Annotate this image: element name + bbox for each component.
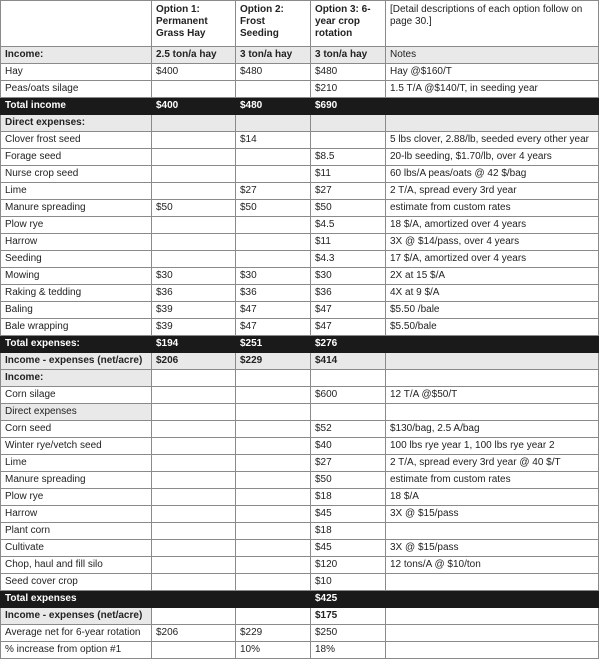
row-label: % increase from option #1 <box>1 642 152 659</box>
option3-value: $425 <box>311 591 386 608</box>
option3-value: $45 <box>311 506 386 523</box>
note-cell: 1.5 T/A @$140/T, in seeding year <box>386 81 599 98</box>
expense-row <box>1 251 599 268</box>
option3-value: $50 <box>311 200 386 217</box>
option2-value: $27 <box>236 183 311 200</box>
note-cell: 2X at 15 $/A <box>386 268 599 285</box>
option3-value: $40 <box>311 438 386 455</box>
option1-value <box>152 455 236 472</box>
option3-value: $120 <box>311 557 386 574</box>
note-cell: 100 lbs rye year 1, 100 lbs rye year 2 <box>386 438 599 455</box>
corn-expense-row <box>1 438 599 455</box>
corn-expense-row <box>1 455 599 472</box>
option1-value <box>152 506 236 523</box>
row-label: Total expenses: <box>1 336 152 353</box>
option2-value: $229 <box>236 353 311 370</box>
option2-value <box>236 421 311 438</box>
option2-value: $50 <box>236 200 311 217</box>
expense-row <box>1 149 599 166</box>
empty-cell <box>386 115 599 132</box>
empty-cell <box>311 115 386 132</box>
option3-value: $4.5 <box>311 217 386 234</box>
row-label: Cultivate <box>1 540 152 557</box>
option2-value <box>236 455 311 472</box>
option3-value: $175 <box>311 608 386 625</box>
option1-value: $30 <box>152 268 236 285</box>
row-label: Forage seed <box>1 149 152 166</box>
option2-value: 10% <box>236 642 311 659</box>
option1-value: $36 <box>152 285 236 302</box>
note-cell: 60 lbs/A peas/oats @ 42 $/bag <box>386 166 599 183</box>
option3-header: Option 3: 6-year crop rotation <box>311 1 386 47</box>
option2-yield: 3 ton/a hay <box>236 47 311 64</box>
note-cell: $5.50 /bale <box>386 302 599 319</box>
row-label: Average net for 6-year rotation <box>1 625 152 642</box>
corn-total-expenses-row <box>1 591 599 608</box>
option2-value: $480 <box>236 64 311 81</box>
row-label: Chop, haul and fill silo <box>1 557 152 574</box>
option1-value <box>152 608 236 625</box>
option2-value <box>236 591 311 608</box>
row-label: Plant corn <box>1 523 152 540</box>
option3-value: 18% <box>311 642 386 659</box>
row-label: Corn silage <box>1 387 152 404</box>
option3-value: $414 <box>311 353 386 370</box>
corn-direct-expenses-header-row <box>1 404 599 421</box>
percent-increase-row <box>1 642 599 659</box>
option1-value <box>152 81 236 98</box>
option3-value: $52 <box>311 421 386 438</box>
row-label: Winter rye/vetch seed <box>1 438 152 455</box>
direct-expenses-header-row <box>1 115 599 132</box>
income-row <box>1 64 599 81</box>
option1-value <box>152 149 236 166</box>
option1-value: $206 <box>152 625 236 642</box>
comparison-table-body <box>1 1 599 659</box>
note-cell: 3X @ $14/pass, over 4 years <box>386 234 599 251</box>
empty-cell <box>311 404 386 421</box>
option2-value: $14 <box>236 132 311 149</box>
option2-value <box>236 557 311 574</box>
net-income-row <box>1 353 599 370</box>
option3-value: $18 <box>311 489 386 506</box>
row-label: Lime <box>1 183 152 200</box>
corn-income-row <box>1 387 599 404</box>
note-cell: estimate from custom rates <box>386 200 599 217</box>
option1-value <box>152 234 236 251</box>
average-net-row <box>1 625 599 642</box>
option2-value <box>236 81 311 98</box>
note-cell: 12 T/A @$50/T <box>386 387 599 404</box>
option3-value: $27 <box>311 183 386 200</box>
expense-row <box>1 302 599 319</box>
expense-row <box>1 285 599 302</box>
row-label: Harrow <box>1 506 152 523</box>
option3-value: $27 <box>311 455 386 472</box>
empty-cell <box>386 404 599 421</box>
corn-expense-row <box>1 472 599 489</box>
option1-value <box>152 523 236 540</box>
option1-value <box>152 557 236 574</box>
option1-value <box>152 217 236 234</box>
expense-row <box>1 217 599 234</box>
option1-value <box>152 166 236 183</box>
option2-value <box>236 217 311 234</box>
option2-value: $251 <box>236 336 311 353</box>
option1-value: $400 <box>152 64 236 81</box>
notes-header: Notes <box>386 47 599 64</box>
expense-row <box>1 200 599 217</box>
option3-value: $276 <box>311 336 386 353</box>
option1-value <box>152 489 236 506</box>
note-cell <box>386 98 599 115</box>
option3-value: $8.5 <box>311 149 386 166</box>
option3-value: $36 <box>311 285 386 302</box>
note-cell <box>386 336 599 353</box>
option3-value: $18 <box>311 523 386 540</box>
option1-header: Option 1: Permanent Grass Hay <box>152 1 236 47</box>
option3-value: $11 <box>311 234 386 251</box>
note-cell <box>386 608 599 625</box>
row-label: Lime <box>1 455 152 472</box>
row-label: Income - expenses (net/acre) <box>1 353 152 370</box>
option3-value <box>311 132 386 149</box>
option2-value <box>236 574 311 591</box>
section-label: Direct expenses <box>1 404 152 421</box>
note-cell: 18 $/A <box>386 489 599 506</box>
note-cell: $130/bag, 2.5 A/bag <box>386 421 599 438</box>
option2-value <box>236 166 311 183</box>
row-label: Harrow <box>1 234 152 251</box>
option1-value <box>152 591 236 608</box>
option1-value: $194 <box>152 336 236 353</box>
option1-yield: 2.5 ton/a hay <box>152 47 236 64</box>
option3-value: $47 <box>311 319 386 336</box>
expense-row <box>1 183 599 200</box>
option1-value <box>152 421 236 438</box>
option3-value: $47 <box>311 302 386 319</box>
option2-value <box>236 523 311 540</box>
row-label: Nurse crop seed <box>1 166 152 183</box>
header-empty-cell <box>1 1 152 47</box>
empty-cell <box>152 115 236 132</box>
note-cell: 18 $/A, amortized over 4 years <box>386 217 599 234</box>
note-cell <box>386 574 599 591</box>
income-label: Income: <box>1 47 152 64</box>
total-expenses-row <box>1 336 599 353</box>
option3-value: $480 <box>311 64 386 81</box>
note-cell: 20-lb seeding, $1.70/lb, over 4 years <box>386 149 599 166</box>
corn-income-header-row <box>1 370 599 387</box>
empty-cell <box>236 115 311 132</box>
option2-header: Option 2: Frost Seeding <box>236 1 311 47</box>
option1-value <box>152 472 236 489</box>
note-cell <box>386 591 599 608</box>
note-cell: 3X @ $15/pass <box>386 540 599 557</box>
corn-expense-row <box>1 489 599 506</box>
option1-value: $39 <box>152 302 236 319</box>
empty-cell <box>386 370 599 387</box>
detail-note: [Detail descriptions of each option follow on page 30.] <box>386 1 599 47</box>
option3-yield: 3 ton/a hay <box>311 47 386 64</box>
row-label: Peas/oats silage <box>1 81 152 98</box>
note-cell: 17 $/A, amortized over 4 years <box>386 251 599 268</box>
corn-expense-row <box>1 523 599 540</box>
corn-expense-row <box>1 574 599 591</box>
option3-value: $10 <box>311 574 386 591</box>
empty-cell <box>236 370 311 387</box>
option2-value: $47 <box>236 319 311 336</box>
expense-row <box>1 319 599 336</box>
option1-value <box>152 132 236 149</box>
option3-value: $50 <box>311 472 386 489</box>
option1-value <box>152 387 236 404</box>
corn-expense-row <box>1 421 599 438</box>
option2-value <box>236 608 311 625</box>
option1-value <box>152 183 236 200</box>
option3-value: $600 <box>311 387 386 404</box>
option3-value: $30 <box>311 268 386 285</box>
empty-cell <box>152 404 236 421</box>
expense-row <box>1 132 599 149</box>
income-header-row <box>1 47 599 64</box>
row-label: Manure spreading <box>1 472 152 489</box>
row-label: Mowing <box>1 268 152 285</box>
option2-value: $480 <box>236 98 311 115</box>
option1-value: $50 <box>152 200 236 217</box>
option2-value <box>236 387 311 404</box>
note-cell <box>386 642 599 659</box>
note-cell: $5.50/bale <box>386 319 599 336</box>
option1-value <box>152 251 236 268</box>
option3-value: $4.3 <box>311 251 386 268</box>
note-cell: 4X at 9 $/A <box>386 285 599 302</box>
option1-value <box>152 574 236 591</box>
row-label: Seed cover crop <box>1 574 152 591</box>
option2-value <box>236 251 311 268</box>
row-label: Clover frost seed <box>1 132 152 149</box>
option2-value <box>236 149 311 166</box>
note-cell: 2 T/A, spread every 3rd year <box>386 183 599 200</box>
option2-value: $47 <box>236 302 311 319</box>
corn-expense-row <box>1 540 599 557</box>
row-label: Baling <box>1 302 152 319</box>
note-cell: 2 T/A, spread every 3rd year @ 40 $/T <box>386 455 599 472</box>
row-label: Raking & tedding <box>1 285 152 302</box>
note-cell: estimate from custom rates <box>386 472 599 489</box>
empty-cell <box>152 370 236 387</box>
row-label: Total income <box>1 98 152 115</box>
corn-expense-row <box>1 557 599 574</box>
section-label: Direct expenses: <box>1 115 152 132</box>
option2-value <box>236 540 311 557</box>
option2-value <box>236 234 311 251</box>
row-label: Manure spreading <box>1 200 152 217</box>
option2-value <box>236 438 311 455</box>
row-label: Seeding <box>1 251 152 268</box>
expense-row <box>1 268 599 285</box>
option1-value <box>152 438 236 455</box>
section-label: Income: <box>1 370 152 387</box>
note-cell <box>386 353 599 370</box>
option1-value <box>152 642 236 659</box>
option1-value <box>152 540 236 557</box>
note-cell: Hay @$160/T <box>386 64 599 81</box>
expense-row <box>1 234 599 251</box>
income-row <box>1 81 599 98</box>
note-cell: 3X @ $15/pass <box>386 506 599 523</box>
row-label: Total expenses <box>1 591 152 608</box>
option2-value <box>236 489 311 506</box>
option1-value: $206 <box>152 353 236 370</box>
option3-value: $250 <box>311 625 386 642</box>
option1-value: $39 <box>152 319 236 336</box>
option2-value: $229 <box>236 625 311 642</box>
corn-net-income-row <box>1 608 599 625</box>
option2-value: $36 <box>236 285 311 302</box>
option2-value: $30 <box>236 268 311 285</box>
note-cell <box>386 523 599 540</box>
row-label: Bale wrapping <box>1 319 152 336</box>
note-cell <box>386 625 599 642</box>
option1-value: $400 <box>152 98 236 115</box>
expense-row <box>1 166 599 183</box>
empty-cell <box>236 404 311 421</box>
row-label: Hay <box>1 64 152 81</box>
header-row <box>1 1 599 47</box>
option3-value: $45 <box>311 540 386 557</box>
note-cell: 5 lbs clover, 2.88/lb, seeded every other year <box>386 132 599 149</box>
option2-value <box>236 506 311 523</box>
row-label: Plow rye <box>1 489 152 506</box>
option3-value: $690 <box>311 98 386 115</box>
row-label: Corn seed <box>1 421 152 438</box>
row-label: Income - expenses (net/acre) <box>1 608 152 625</box>
total-income-row <box>1 98 599 115</box>
empty-cell <box>311 370 386 387</box>
row-label: Plow rye <box>1 217 152 234</box>
corn-expense-row <box>1 506 599 523</box>
option3-value: $210 <box>311 81 386 98</box>
option3-value: $11 <box>311 166 386 183</box>
option2-value <box>236 472 311 489</box>
note-cell: 12 tons/A @ $10/ton <box>386 557 599 574</box>
